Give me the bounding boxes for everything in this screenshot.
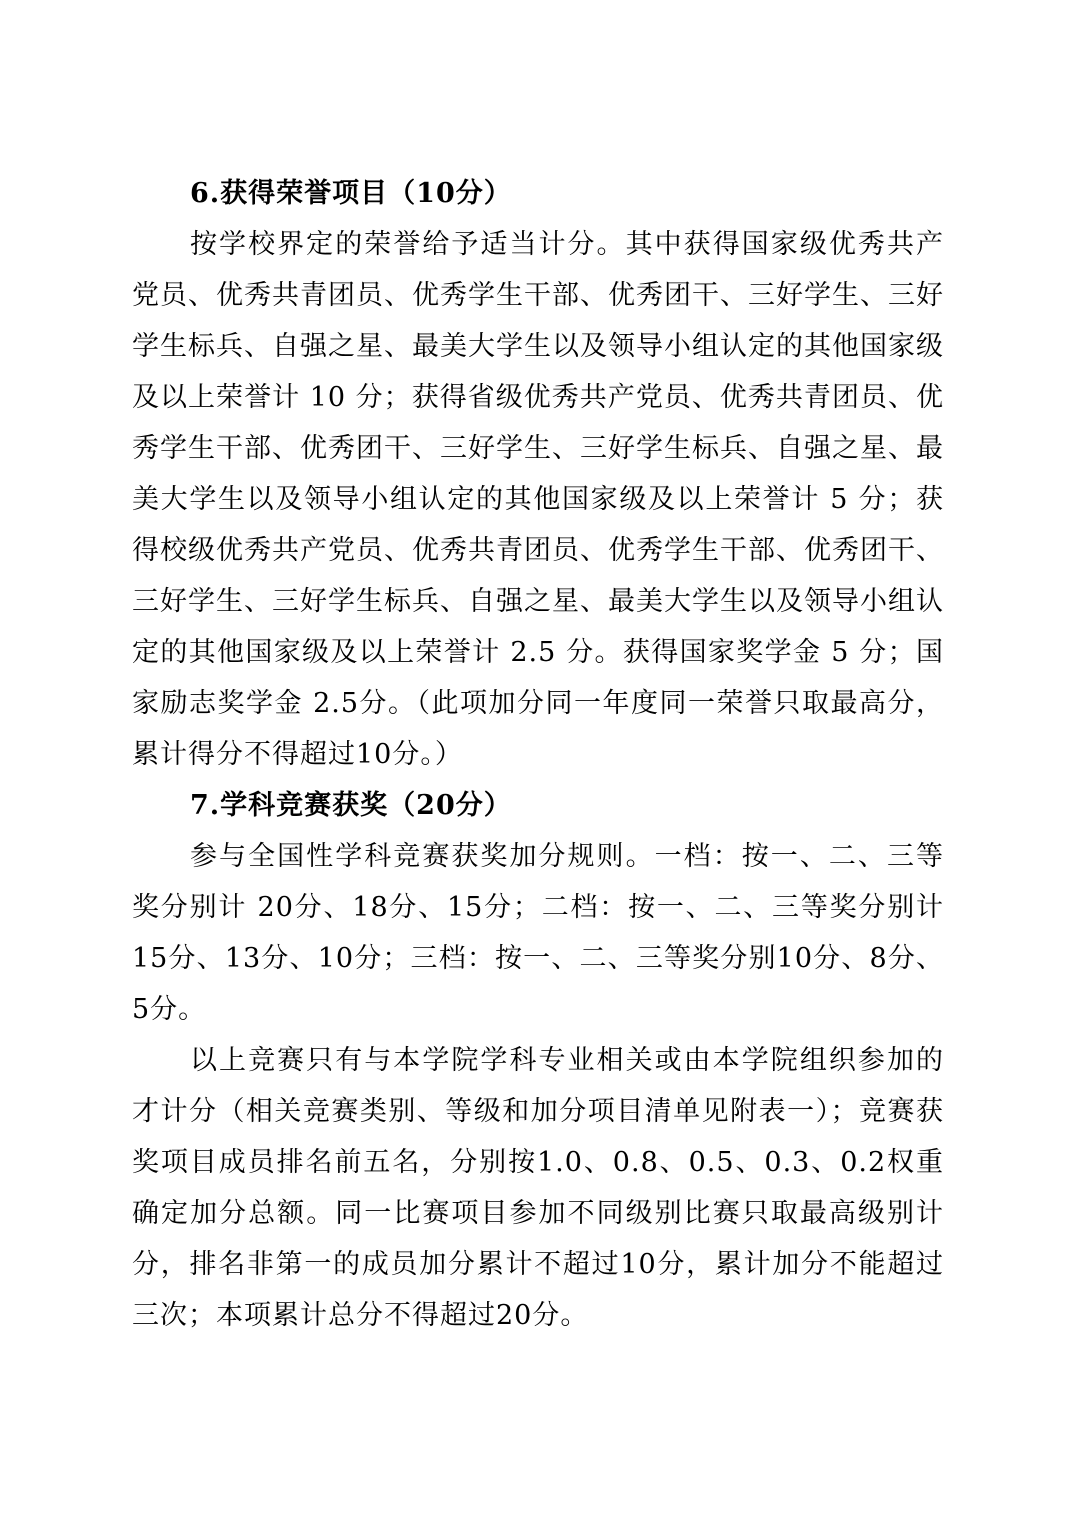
section-heading-competitions: 7.学科竞赛获奖（20分） <box>190 790 512 821</box>
document-body <box>132 168 944 1341</box>
section-paragraph-honors: 按学校界定的荣誉给予适当计分。其中获得国家级优秀共产党员、优秀共青团员、优秀学生干部、优秀团干、三好学生、三好学生标兵、自强之星、最美大学生以及领导小组认定的其他国家级及以上荣誉计 10 分；获得省级优秀共产党员、优秀共青团员、优秀学生干部、优秀团干、三好学生、三好学生标兵、自强之星、最美大学生以及领导小组认定的其他国家级及以上荣誉计 5 分；获得校级优秀共产党员、优秀共青团员、优秀学生干部、优秀团干、三好学生、三好学生标兵、自强之星、最美大学生以及领导小组认定的其他国家级及以上荣誉计 2.5 分。获得国家奖学金 5 分；国家励志奖学金 2.5分。（此项加分同一年度同一荣誉只取最高分，累计得分不得超过10分。） <box>132 229 944 770</box>
section-paragraph-competition-rules: 参与全国性学科竞赛获奖加分规则。一档：按一、二、三等奖分别计 20分、18分、15分；二档：按一、二、三等奖分别计 15分、13分、10分；三档：按一、二、三等奖分别10分、8分、5分。 <box>132 841 944 1025</box>
section-heading-honors: 6.获得荣誉项目（10分） <box>190 178 512 209</box>
section-paragraph-competition-scope: 以上竞赛只有与本学院学科专业相关或由本学院组织参加的才计分（相关竞赛类别、等级和加分项目清单见附表一）；竞赛获奖项目成员排名前五名，分别按1.0、0.8、0.5、0.3、0.2权重确定加分总额。同一比赛项目参加不同级别比赛只取最高级别计分，排名非第一的成员加分累计不超过10分，累计加分不能超过三次；本项累计总分不得超过20分。 <box>132 1045 944 1331</box>
